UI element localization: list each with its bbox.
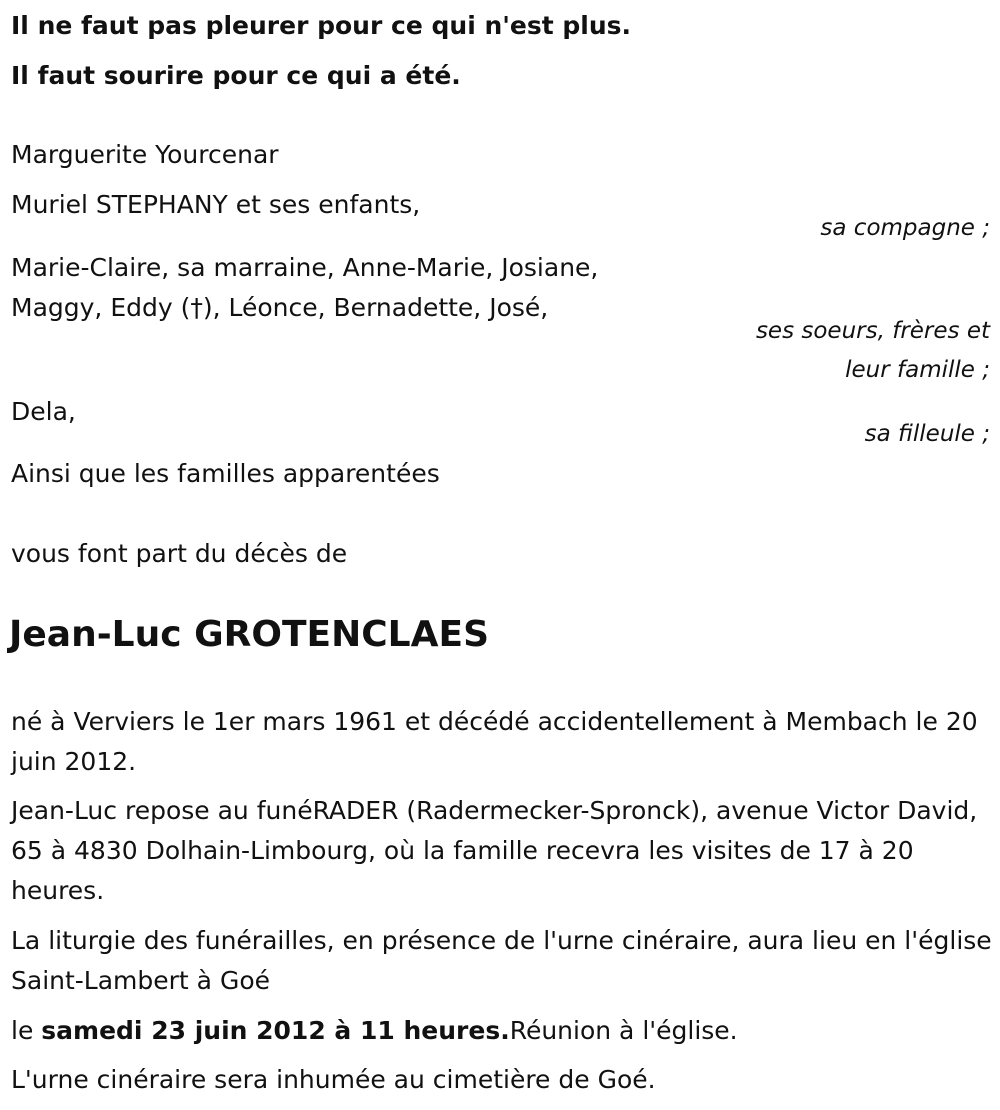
quote-line-2: Il faut sourire pour ce qui a été. <box>11 61 461 90</box>
partner-names: Muriel STEPHANY et ses enfants, <box>11 190 421 219</box>
funeral-date: samedi 23 juin 2012 à 11 heures. <box>41 1016 510 1045</box>
announcement: vous font part du décès de <box>11 539 348 568</box>
deceased-name: Jean-Luc GROTENCLAES <box>9 614 490 655</box>
siblings-relation-line-2: leur famille ; <box>845 357 990 383</box>
birth-death-details: né à Verviers le 1er mars 1961 et décédé accidentellement à Membach le 20 juin 2012. <box>11 707 978 776</box>
meeting-note: Réunion à l'église. <box>509 1016 738 1045</box>
liturgy-details: La liturgie des funérailles, en présence de l'urne cinéraire, aura lieu en l'église Saint-Lambert à Goé <box>11 926 992 995</box>
quote-author: Marguerite Yourcenar <box>11 140 279 169</box>
siblings-names-after-cross: ), Léonce, Bernadette, José, <box>202 293 549 322</box>
repose-details: Jean-Luc repose au funéRADER (Radermecker-Spronck), avenue Victor David, 65 à 4830 Dolhain-Limbourg, où la famille recevra les visites de 17 à 20 heures. <box>11 796 978 905</box>
burial-details: L'urne cinéraire sera inhumée au cimetière de Goé. <box>11 1065 656 1094</box>
siblings-names-before-cross: Maggy, Eddy ( <box>11 293 191 322</box>
goddaughter-relation: sa filleule ; <box>864 421 990 447</box>
partner-relation: sa compagne ; <box>820 215 990 241</box>
date-prefix: le <box>11 1016 42 1045</box>
quote-line-1: Il ne faut pas pleurer pour ce qui n'est plus. <box>11 11 632 40</box>
siblings-names-line-1: Marie-Claire, sa marraine, Anne-Marie, Josiane, <box>11 253 599 282</box>
goddaughter-names: Dela, <box>11 397 76 426</box>
siblings-names-line-2 <box>11 293 548 323</box>
siblings-relation-line-1: ses soeurs, frères et <box>755 318 990 344</box>
funeral-date-line <box>11 1011 996 1051</box>
relatives-line: Ainsi que les familles apparentées <box>11 459 440 488</box>
cross-icon: † <box>190 293 203 322</box>
